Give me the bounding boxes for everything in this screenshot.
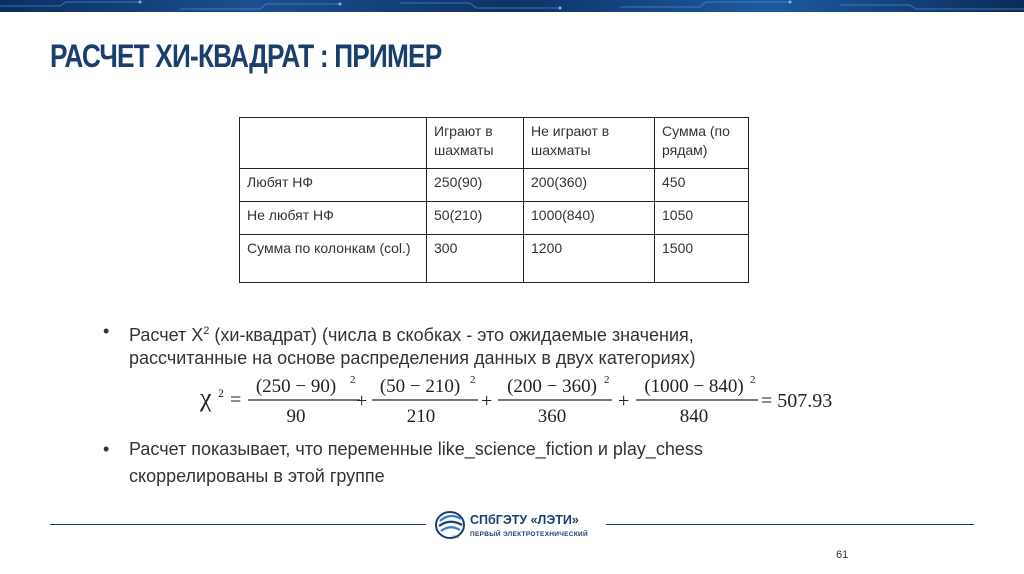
table-cell: 300 [427, 235, 524, 283]
bullet-conclusion-line1: Расчет показывает, что переменные like_science_fiction и play_chess [129, 439, 703, 459]
bullet-conclusion-line2: скоррелированы в этой группе [129, 466, 385, 486]
bullet-dot: • [103, 321, 110, 341]
bullet-chi-square-line1: Расчет $X^2$ (хи-квадрат) (числа в скобках - это ожидаемые значения, [129, 325, 694, 345]
term-numerator: (200 − 360) [507, 376, 597, 397]
equals-sign: = [230, 389, 242, 411]
formula-term [248, 374, 360, 427]
logo-emblem-icon [436, 512, 464, 539]
chi-symbol: χ [200, 383, 212, 412]
chi-exponent: 2 [218, 386, 224, 400]
term-denominator: 90 [286, 406, 306, 427]
table-row-label: Любят НФ [240, 169, 427, 202]
footer-divider-left [50, 524, 426, 525]
logo-name: СПбГЭТУ «ЛЭТИ» [470, 513, 579, 527]
term-square: 2 [470, 374, 476, 386]
footer-divider-right [606, 524, 974, 525]
formula-result: = 507.93 [761, 390, 833, 412]
table-cell: 1200 [524, 235, 655, 283]
plus-sign: + [356, 390, 368, 412]
table-header-row [240, 118, 749, 169]
term-square: 2 [350, 374, 356, 386]
term-denominator: 210 [406, 406, 436, 427]
table-cell: 200(360) [524, 169, 655, 202]
term-square: 2 [750, 374, 756, 386]
table-row-label: Не любят НФ [240, 202, 427, 235]
term-square: 2 [604, 374, 610, 386]
table-cell: 1050 [655, 202, 749, 235]
slide-title: РАСЧЕТ ХИ-КВАДРАТ : ПРИМЕР [50, 38, 442, 74]
contingency-table [239, 117, 749, 283]
table-header-cell: Играют в шахматы [427, 118, 524, 169]
table-cell: 1000(840) [524, 202, 655, 235]
term-numerator: (250 − 90) [255, 376, 337, 397]
table-cell: 1500 [655, 235, 749, 283]
table-row [240, 169, 749, 202]
logo-year: 1886 [451, 535, 459, 539]
table-row-label: Сумма по колонкам (col.) [240, 235, 427, 283]
page-number: 61 [836, 549, 849, 561]
formula-term [372, 374, 478, 427]
table-row [240, 202, 749, 235]
term-denominator: 360 [537, 406, 567, 427]
plus-sign: + [618, 390, 630, 412]
top-decorative-bar [0, 0, 1024, 12]
bullet-dot: • [103, 439, 110, 459]
term-denominator: 840 [679, 406, 709, 427]
bullet-chi-square-line2: рассчитанные на основе распределения данных в двух категориях) [129, 348, 696, 368]
term-numerator: (1000 − 840) [644, 376, 744, 397]
table-cell: 450 [655, 169, 749, 202]
term-numerator: (50 − 210) [379, 376, 461, 397]
circuit-pattern [0, 0, 1024, 12]
formula-term [636, 374, 758, 427]
table-cell: 250(90) [427, 169, 524, 202]
formula-term [498, 374, 612, 427]
table-header-cell [240, 118, 427, 169]
table-row [240, 235, 749, 283]
logo-tagline: ПЕРВЫЙ ЭЛЕКТРОТЕХНИЧЕСКИЙ [470, 531, 588, 538]
superscript-2: 2 [203, 325, 210, 337]
chi-square-formula [200, 373, 860, 429]
plus-sign: + [481, 390, 493, 412]
table-header-cell: Не играют в шахматы [524, 118, 655, 169]
table-cell: 50(210) [427, 202, 524, 235]
table-header-cell: Сумма (по рядам) [655, 118, 749, 169]
